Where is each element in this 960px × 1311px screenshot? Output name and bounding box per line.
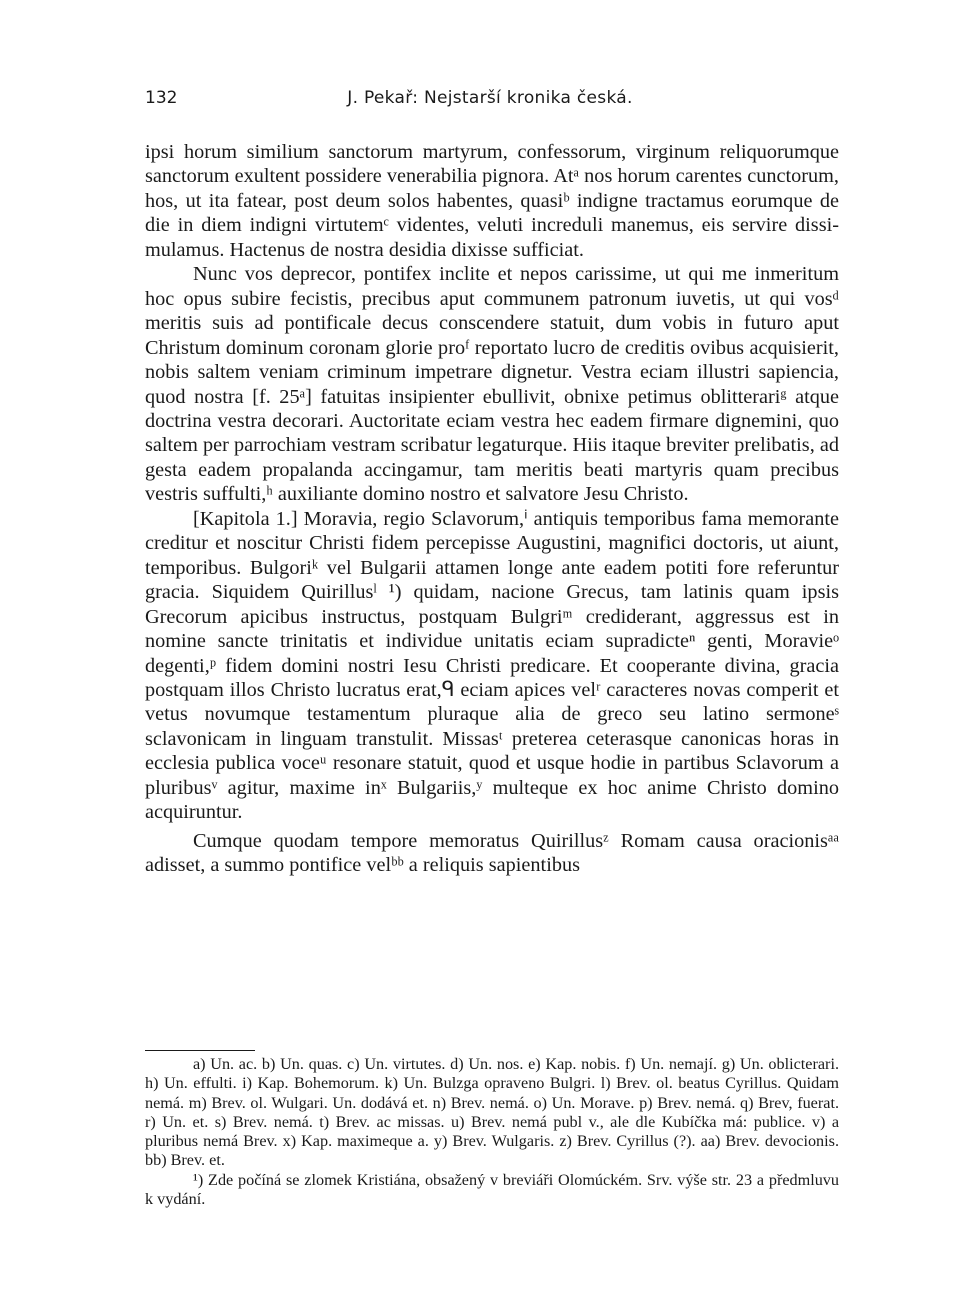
- footnotes: [145, 1055, 839, 1209]
- paragraph-chapter-1: [Kapitola 1.] Moravia, regio Sclavorum,ⁱ antiquis temporibus fama memorante creditur et noscitur Christi fidem percepisse Augustini, magnifici doctoris, ut aiunt, temporibus. Bulgoriᵏ vel Bulgarii attamen longe ante eadem potiti fore referuntur gracia. Siquidem Quirillusˡ ¹) quidam, nacione Grecus, tam latinis quam ipsis Grecorum apicibus instructus, postquam Bulgriᵐ crediderant, aggressus est in nomine sancte trinitatis et individue unitatis eciam supradicteⁿ genti, Moravieᵒ degenti,ᵖ fidem domini nostri Iesu Christi predicare. Et cooperante divina, gracia postquam illos Christo lucratus erat,ᑫ eciam apices velʳ caracteres novas comperit et vetus novumque testamentum pluraque alia de greco seu latino sermoneˢ sclavonicam in linguam transtulit. Missasᵗ preterea ceterasque canonicas horas in ecclesia publica voceᵘ resonare statuit, quod et usque hodie in partibus Sclavorum a pluribusᵛ agitur, maxime inˣ Bulgariis,ʸ multeque ex hoc anime Christo domino acquiruntur.: [145, 507, 839, 824]
- main-text: [145, 140, 839, 878]
- variant-readings: a) Un. ac. b) Un. quas. c) Un. virtutes. d) Un. nos. e) Kap. nobis. f) Un. nemají. g) Un. oblicterari. h) Un. effulti. i) Kap. Bohemorum. k) Un. Bulzga opraveno Bulgri. l) Brev. ol. beatus Cyrillus. Quidam nemá. m) Brev. ol. Wulgari. Un. dodává et. n) Brev. nemá. o) Un. Morave. p) Brev. nemá. q) Brev, fuerat. r) Un. et. s) Brev. nemá. t) Brev. ac missas. u) Brev. nemá publ v., ale dle Kubíčka má: publice. v) a pluribus nemá Brev. x) Kap. maximeque a. y) Brev. Wulgaris. z) Brev. Cyrillus (?). aa) Brev. devocionis. bb) Brev. et.: [145, 1055, 839, 1170]
- page-number: 132: [145, 88, 178, 108]
- paragraph-4: Cumque quodam tempore memoratus Quirillusᶻ Romam causa oracionisᵃᵃ adisset, a summo pontifice velᵇᵇ a reliquis sapientibus: [145, 829, 839, 877]
- footnote-1: ¹) Zde počíná se zlomek Kristiána, obsažený v breviáři Olomúckém. Srv. výše str. 23 a předmluvu k vydání.: [145, 1170, 839, 1209]
- page-header: [145, 88, 835, 118]
- footnote-divider: [145, 1050, 255, 1051]
- running-title: J. Pekař: Nejstarší kronika česká.: [347, 88, 633, 108]
- paragraph-1: ipsi horum similium sanctorum martyrum, confessorum, virginum reliquorumque sanctorum exultent possidere venerabilia pignora. Atᵃ nos horum carentes cunctorum, hos, ut ita fatear, post deum solos habentes, quasiᵇ indigne tractamus eorumque de die in diem indigni virtutemᶜ videntes, veluti increduli manemus, eis servire dissimulamus. Hactenus de nostra desidia dixisse sufficiat.: [145, 141, 839, 261]
- paragraph-2: Nunc vos deprecor, pontifex inclite et nepos carissime, ut qui me inmeritum hoc opus subire fecistis, precibus aput communem patronum iuvetis, ut qui vosᵈ meritis suis ad pontificale decus conscendere statuit, dum vobis in futuro aput Christum dominum coronam glorie proᶠ reportato lucro de creditis ovibus acquisierit, nobis saltem veniam criminum impetrare dignetur. Vestra eciam illustri sapiencia, quod nostra [f. 25ᵃ] fatuitas insipienter ebullivit, obnixe petimus oblitterariᵍ atque doctrina vestra decorari. Auctoritate eciam vestra hec eadem firmare dignemini, quo saltem per parrochiam vestram scribatur legaturque. Hiis itaque breviter prelibatis, ad gesta eadem propalanda accingamur, tam meritis beati martyris quam precibus vestris suffulti,ʰ auxiliante domino nostro et salvatore Jesu Christo.: [145, 263, 839, 506]
